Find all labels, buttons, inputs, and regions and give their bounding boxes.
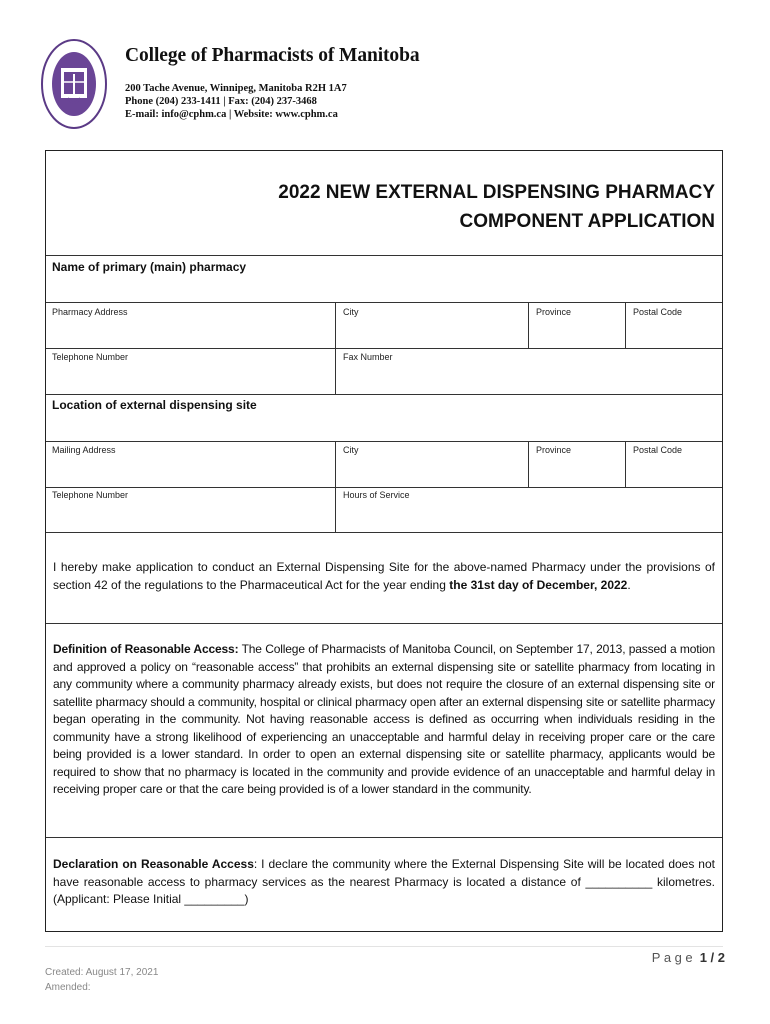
amended-date: Amended: [45,982,91,993]
organization-name: College of Pharmacists of Manitoba [125,45,420,66]
divider [528,441,529,487]
application-form [45,150,723,932]
reasonable-access-declaration [53,856,715,909]
form-title [278,178,715,236]
organization-phone-fax: Phone (204) 233-1411 | Fax: (204) 237-3468 [125,96,317,107]
form-title-line-2: COMPONENT APPLICATION [459,211,715,232]
divider [46,441,722,442]
pharmacy-telephone-field[interactable]: Telephone Number [52,352,129,362]
divider [625,441,626,487]
form-title-line-1: 2022 NEW EXTERNAL DISPENSING PHARMACY [278,182,715,203]
organization-email-website: E-mail: info@cphm.ca | Website: www.cphm.ca [125,109,338,120]
application-statement-date: the 31st day of December, 2022 [449,577,628,592]
divider [46,348,722,349]
divider [46,532,722,533]
pharmacy-province-field[interactable]: Province [536,307,572,317]
divider [46,487,722,488]
primary-pharmacy-name-label: Name of primary (main) pharmacy [52,260,247,274]
reasonable-access-definition [53,641,715,799]
external-site-location-label: Location of external dispensing site [52,398,257,412]
pharmacy-postal-code-field[interactable]: Postal Code [633,307,683,317]
page-value: 1 / 2 [699,950,725,965]
pharmacy-city-field[interactable]: City [343,307,359,317]
pharmacy-fax-field[interactable]: Fax Number [343,352,393,362]
definition-text: The College of Pharmacists of Manitoba Council, on September 17, 2013, passed a motion and approved a policy on “reasonable access” that prohibits an external dispensing site or satellite pharmacy from locating in any community where a community pharmacy already exists, but does not require the closure of an external dispensing site or satellite pharmacy should a community, hospital or clinical pharmacy open after an external dispensing site or satellite pharmacy began operating in the community. Not having reasonable access is defined as occurring when individuals residing in the community have a strong likelihood of experiencing an unacceptable and harmful delay in receiving proper care or the care being provided is a lower standard. In order to open an external dispensing site or satellite pharmacy, applicants would be required to show that no pharmacy is located in the community and provide evidence of an unacceptable and harmful delay in receiving proper care or that the care being provided is of a lower standard in the community. [53,642,715,796]
divider [46,837,722,838]
declaration-heading: Declaration on Reasonable Access [53,857,254,871]
site-city-field[interactable]: City [343,445,359,455]
application-statement [53,559,715,594]
created-date: Created: August 17, 2021 [45,967,159,978]
divider [46,302,722,303]
site-hours-of-service-field[interactable]: Hours of Service [343,490,410,500]
divider [46,255,722,256]
divider [625,302,626,348]
definition-heading: Definition of Reasonable Access: [53,642,239,656]
divider [46,623,722,624]
site-mailing-address-field[interactable]: Mailing Address [52,445,116,455]
page-number [652,950,725,965]
site-telephone-field[interactable]: Telephone Number [52,490,129,500]
application-statement-end: . [627,577,631,592]
college-seal-logo [40,38,108,130]
organization-address: 200 Tache Avenue, Winnipeg, Manitoba R2H 1A7 [125,83,347,94]
pharmacy-address-field[interactable]: Pharmacy Address [52,307,128,317]
divider [46,394,722,395]
divider [528,302,529,348]
site-province-field[interactable]: Province [536,445,572,455]
page-label: Page [651,950,697,965]
site-postal-code-field[interactable]: Postal Code [633,445,683,455]
declaration-text: : I declare the community where the External Dispensing Site will be located does not have reasonable access to pharmacy services as the nearest Pharmacy is located a distance of __________ kilometres. (Applicant: Please Initial _________) [53,857,715,906]
footer-divider [45,946,723,947]
application-statement-text: I hereby make application to conduct an External Dispensing Site for the above-named Pharmacy under the provisions of section 42 of the regulations to the Pharmaceutical Act for the year ending [53,560,715,592]
